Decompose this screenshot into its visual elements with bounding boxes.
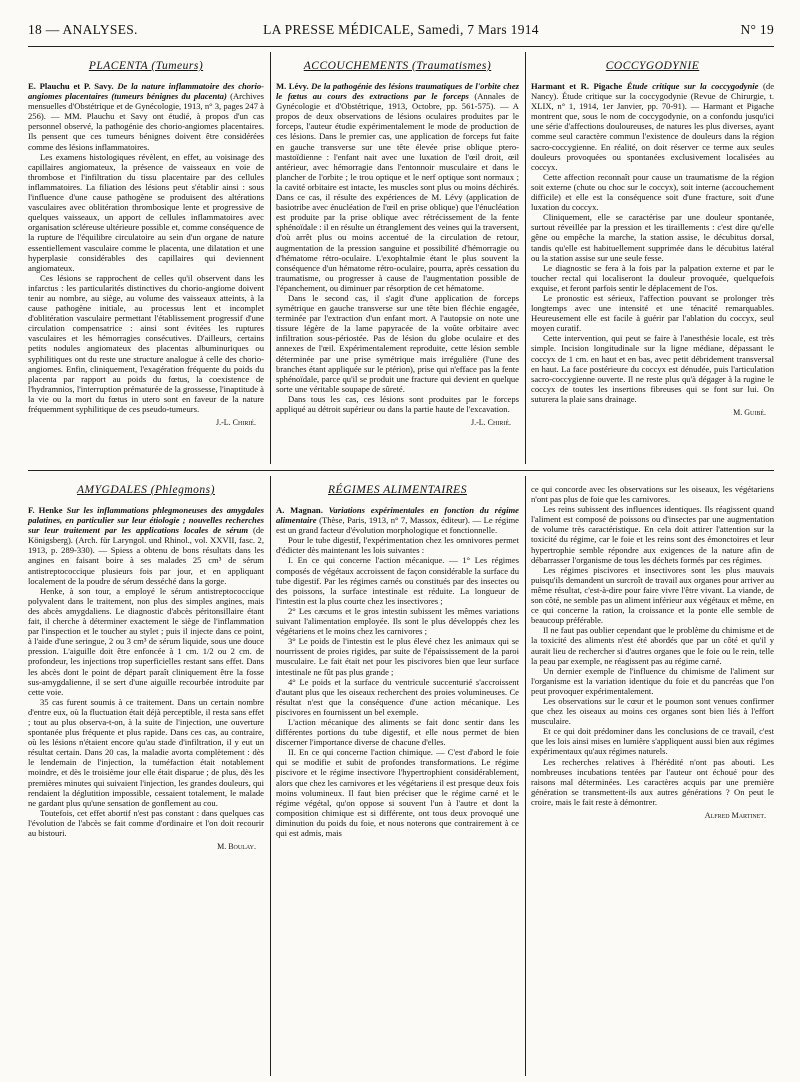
page-header bbox=[28, 22, 774, 38]
lead-paragraph: A. Magnan. Variations expérimentales en fonction du régime alimentaire (Thèse, Paris, 1913, n° 7, Massox, éditeur). — Le régime est un grand facteur d'évolution morphologique et fonctionnelle. bbox=[276, 505, 519, 536]
article-accouchements bbox=[276, 60, 519, 428]
paragraph: L'action mécanique des aliments se fait donc sentir dans les différentes portions du tube digestif, et elle nous permet de bien discerner l'importance diverse de chacune d'elles. bbox=[276, 716, 519, 748]
issue-number: N° 19 bbox=[740, 22, 774, 37]
article-amygdales bbox=[28, 484, 264, 852]
column-divider-4 bbox=[525, 476, 526, 1076]
paragraph: Les reins subissent des influences identiques. Ils réagissent quand l'aliment est composé de poissons ou d'insectes par une augmentation de volume très caractéristique. En cela doit attirer l'attention sur la toxicité du régime, car le foie et les reins sont des émonctoires et leur hypertrophie semble répondre aux exigences de la nature afin de débarrasser l'organisme de tous les déchets formés par ces régimes. bbox=[531, 504, 774, 565]
lead-paragraph: M. Lévy. De la pathogénie des lésions traumatiques de l'orbite chez le fœtus au cours des extractions par le forceps (Annales de Gynécologie et d'Obstétrique, 1913, Octobre, pp. 561-575). — A propos de deux observations de lésions oculaires produites par le forceps, l'auteur étudie expérimentalement le mode de production de ces lésions. Dans le premier cas, une application de forceps fut faite en gauche transverse sur une tête élevée prise oblique ptero-mastoïdienne : l'enfant nait avec une luxation de l'œil droit, œil antérieur, avec hémorragie dans l'entonnoir musculaire et dans le plancher de l'orbite ; le trou optique et le nerf optique sont normaux ; la cavité orbitaire est intacte, les muscles sont plus ou moins déchirés. Dans ce cas, il résulte des expériences de M. Lévy (application de basiotribe avec énucléation de l'œil en prise oblique) que l'énucléation est produite par la prise oblique avec rétrécissement de la fente sphénoïdale : il en résulte un étranglement des veines qui la traversent, d'où arrêt plus ou moins accentué de la circulation de retour, augmentation de la pression sanguine et possibilité d'hémorragie ou d'hématome rétro-oculaire. L'exophtalmie étant le plus souvent la conséquence d'un hématome rétro-oculaire, pourra, après cessation du traumatisme, ou progresser à cause de l'augmentation possible de l'épanchement, ou diminuer par résorption de cet hématome. bbox=[276, 81, 519, 293]
signature: J.-L. Chirié. bbox=[471, 418, 511, 428]
paragraph: Et ce qui doit prédominer dans les conclusions de ce travail, c'est que les lois ainsi mises en lumière s'appliquent aussi bien aux régimes expérimentaux qu'aux régimes naturels. bbox=[531, 726, 774, 757]
paragraph: 2° Les cæcums et le gros intestin subissent les mêmes variations suivant l'alimentation employée. Ils sont le plus développés chez les végétariens et le moins chez les carnivores ; bbox=[276, 605, 519, 637]
article-coccygodynie bbox=[531, 60, 774, 418]
section-title: ACCOUCHEMENTS (Traumatismes) bbox=[303, 60, 492, 72]
signature: J.-L. Chirié. bbox=[216, 418, 256, 428]
paragraph: Henke, à son tour, a employé le sérum antistreptococcique polyvalent dans le traitement, non plus des simples angines, mais des abcès amygdaliens. Le diagnostic d'abcès péritonsillaire étant fait, il cherche à déterminer exactement le siège de l'inflammation par l'inspection et le toucher au stylet ; puis il injecte dans ce point, à l'aide d'une seringue, 2 ou 3 cm³ de sérum liquide, sous une douce pression. L'aiguille doit être enfoncée à 1 cm. 1/2 ou 2 cm. de profondeur, les injections trop superficielles restant sans effet. Dans les abcès dont le point de départ paraît cliniquement être la fosse sus-amygdalienne, il se sert d'une aiguille recourbée introduite par cette voie. bbox=[28, 585, 264, 697]
page-number: 18 — ANALYSES. bbox=[28, 22, 138, 37]
signature: M. Boulay. bbox=[217, 842, 256, 852]
section-title: PLACENTA (Tumeurs) bbox=[88, 60, 204, 72]
paragraph: Les recherches relatives à l'hérédité n'ont pas abouti. Les nombreuses incubations tentées par l'auteur ont échoué pour des raisons mal déterminées. Les caractères acquis par une première génération se transmettent-ils aux autres générations ? On peut le croire, mais le fait reste à démontrer. bbox=[531, 756, 774, 807]
lead-paragraph: Harmant et R. Pigache Étude critique sur la coccygodynie (de Nancy). Étude critique sur la coccygodynie (Revue de Chirurgie, t. XLIX, n° 1, 1914, 1er Janvier, pp. 70-91). — Harmant et Pigache montrent que, sous le nom de coccygodynie, on a confondu jusqu'ici une série d'affections douloureuses, de natures les plus diverses, ayant comme seul caractère commun l'existence de douleurs dans la région sacro-coccygienne. En réalité, on doit réserver ce terme aux seules douleurs provoquées ou spontanées exclusivement localisées au coccyx. bbox=[531, 81, 775, 172]
lead-paragraph: F. Henke Sur les inflammations phlegmoneuses des amygdales palatines, en particulier sur leur étiologie ; nouvelles recherches sur leur traitement par les applications locales de sérum (de Königsberg). (Arch. für Laryngol. und Rhinol., vol. XXVII, fasc. 2, 1913, p. 289-330). — Spiess a obtenu de bons résultats dans les angines en faisant boire à ses malades 25 cm³ de sérum antistreptococcique plusieurs fois par jour, et en appliquant localement de la poudre de sérum desséché dans la gorge. bbox=[28, 505, 264, 586]
section-divider bbox=[28, 470, 774, 471]
paragraph: 3° Le poids de l'intestin est le plus élevé chez les animaux qui se nourrissent de proies rigides, par suite de l'épaississement de la paroi musculaire. Le fait était net pour les piscivores bien que leur surface intestinale ne fût pas plus grande ; bbox=[276, 636, 519, 677]
article-regimes bbox=[276, 484, 519, 838]
paragraph: 4° Le poids et la surface du ventricule succenturié s'accroissent d'autant plus que les oiseaux recherchent des proies volumineuses. Ce résultat n'est que la conséquence d'une action mécanique. Les piscivores en fournissent un bel exemple. bbox=[276, 676, 519, 717]
section-title: RÉGIMES ALIMENTAIRES bbox=[328, 484, 467, 496]
signature: M. Guibé. bbox=[733, 408, 766, 417]
paragraph: Cette intervention, qui peut se faire à l'anesthésie locale, est très simple. Incision longitudinale sur la ligne médiane, dépassant le coccyx de 1 cm. en haut et en bas, avec petit débridement transversal en haut. La face postérieure du coccyx est dénudée, puis l'articulation sacro-coccygienne ouverte. Il ne reste plus qu'à dégager à la rugine le coccyx de toutes les insertions fibreuses qui se font sur lui. On suturera la plaie sans drainage. bbox=[531, 333, 774, 404]
article-placenta bbox=[28, 60, 264, 428]
paragraph: Le diagnostic se fera à la fois par la palpation externe et par le toucher rectal qui localiseront la douleur provoquée, quelquefois exquise, et feront parfois sentir le déplacement de l'os. bbox=[531, 262, 774, 293]
paragraph: Les régimes piscivores et insectivores sont les plus mauvais puisqu'ils demandent un surcroît de travail aux organes pour arriver au même résultat, c'est-à-dire pour faire vivre l'être vivant. La viande, de son côté, ne semble pas un aliment inférieur aux végétaux et même, en ce qui concerne la ration, la croissance et la ponte elle semble de beaucoup préférable. bbox=[531, 564, 774, 626]
paragraph: Il ne faut pas oublier cependant que le problème du chimisme et de la toxicité des aliments n'est été abordés que par un côté et qu'il y aurait lieu de rechercher si d'autres organes que le foie ou le rein, telle la peau par exemple, ne réagissent pas au régime carné. bbox=[531, 625, 774, 666]
paragraph: Les examens histologiques révèlent, en effet, au voisinage des capillaires angiomateux, la présence de vaisseaux en voie de thrombose et l'infiltration du tissu placentaire par des cellules inflammatoires. La filiation des lésions peut s'établir ainsi : sous l'influence d'une cause pathogène se produisent des altérations vasculaires avec oblitération thrombosique lente et progressive de quelques vaisseaux, un apport de cellules inflammatoires avec organisation scléreuse ultérieure possible et, comme conséquence de la rupture de l'équilibre circulatoire au sein d'un organe de nature essentiellement vasculaire comme le placenta, une dilatation et une hyperplasie considérables des capillaires qui deviennent angiomateux. bbox=[28, 151, 264, 273]
lead-paragraph: E. Plauchu et P. Savy. De la nature inflammatoire des chorio-angiomes placentaires (tumeurs bénignes du placenta) (Archives mensuelles d'Obstétrique et de Gynécologie, 1913, n° 3, pages 247 à 256). — MM. Plauchu et Savy ont étudié, à propos d'un cas personnel observé, la pathogénie des chorio-angiomes placentaires. Ils pensent que ces tumeurs bénignes doivent être considérées comme des lésions inflammatoires. bbox=[28, 81, 264, 152]
paragraph: Cette affection reconnaît pour cause un traumatisme de la région soit externe (chute ou choc sur le coccyx), soit interne (accouchement difficile) et elle est la conséquence soit d'une fracture, soit d'une luxation du coccyx. bbox=[531, 171, 774, 213]
section-title: AMYGDALES (Phlegmons) bbox=[77, 484, 215, 496]
paragraph: Ces lésions se rapprochent de celles qu'il observent dans les infarctus : les particularités distinctives du chorio-angiome doivent tenir au nombre, au siège, au volume des vaisseaux atteints, à la cause pathogène initiale, au processus lent et incomplet d'oblitération vasculaire permettant l'établissement progressif d'une circulation compensatrice : ainsi sont évitées les ruptures vasculaires et les hémorragies consécutives. D'ailleurs, certains petits nodules angiomateux des placentas albuminuriques ou syphilitiques ont du reste une structure analogue à celle des chorio-angiomes. Enfin, cliniquement, l'exagération fréquente du poids du placenta par rapport au poids du fœtus, la coexistence de l'hydramnios, l'interruption prématurée de la grossesse, l'inaptitude à la vie ou la mort du fœtus in utero sont en faveur de la nature fréquemment syphilitique de ces pseudo-tumeurs. bbox=[28, 272, 264, 414]
paragraph: ce qui concorde avec les observations sur les oiseaux, les végétariens n'ont pas plus de foie que les carnivores. bbox=[531, 484, 774, 505]
paragraph: Les observations sur le cœur et le poumon sont venues confirmer que chez les oiseaux au moins ces organes sont bien liés à l'effort musculaire. bbox=[531, 695, 774, 727]
paragraph: Toutefois, cet effet abortif n'est pas constant : dans quelques cas l'évolution de l'abcès se fait comme d'ordinaire et l'on doit recourir au bistouri. bbox=[28, 807, 264, 838]
journal-title: LA PRESSE MÉDICALE, Samedi, 7 Mars 1914 bbox=[263, 22, 539, 37]
paragraph: Dans le second cas, il s'agit d'une application de forceps symétrique en gauche transverse sur une tête bien fléchie engagée, terminée par l'extraction d'un enfant mort. A l'autopsie on note une tissure légère de la lame papyracée de la voûte orbitaire avec infiltration sous-périostée. Pas de lésion du globe oculaire et des annexes de l'œil. Expérimentalement reproduite, cette lésion semble déterminée par une prise symétrique mais irrégulière (l'une des branches étant appliquée sur le ptérion), prise qui n'efface pas la fente sphénoïdale, parce qu'il se produit une fracture qui devient en quelque sorte une véritable soupape de sûreté. bbox=[276, 292, 519, 394]
paragraph: Cliniquement, elle se caractérise par une douleur spontanée, surtout réveillée par la pression et les tiraillements : c'est dire qu'elle gêne ou empêche la marche, la station assise, le décubitus dorsal, tandis qu'elle est habituellement supprimée dans le décubitus latéral ou la station assise sur une seule fesse. bbox=[531, 212, 774, 263]
signature: Alfred Martinet. bbox=[704, 811, 766, 820]
paragraph: Pour le tube digestif, l'expérimentation chez les omnivores permet d'édicter dès maintenant les lois suivantes : bbox=[276, 535, 519, 556]
paragraph: 35 cas furent soumis à ce traitement. Dans un certain nombre d'entre eux, où la fluctuation était déjà perceptible, il resta sans effet ; tout au plus observa-t-on, à la suite de l'injection, une ouverture spontanée plus fréquente et plus rapide. Dans ces cas, au contraire, où les lésions n'étaient encore qu'au stade d'infiltration, il y eut un résultat certain. Dans 20 cas, la maladie avorta complètement : dès le lendemain de l'injection, la tuméfaction était notablement moindre, et dès le troisième jour elle était disparue ; de plus, dès les premières minutes qui suivaient l'injection, les grandes douleurs, qui rendaient la déglutition impossible, cessaient totalement, le malade ne gardant plus qu'une sensation de gonflement au cou. bbox=[28, 696, 264, 808]
paragraph: Dans tous les cas, ces lésions sont produites par le forceps appliqué au détroit supérieur ou dans la partie haute de l'excavation. bbox=[276, 393, 519, 414]
section-title: COCCYGODYNIE bbox=[605, 60, 700, 72]
paragraph: I. En ce qui concerne l'action mécanique. — 1° Les régimes composés de végétaux accroissent de façon considérable la surface du tube digestif. Par les régimes carnés ou constitués par des insectes ou des poissons, la surface intestinale est réduite. La longueur de l'intestin est la plus courte chez les insectivores ; bbox=[276, 555, 519, 606]
column-divider-3 bbox=[270, 476, 271, 1076]
paragraph: Le pronostic est sérieux, l'affection pouvant se prolonger très longtemps avec une intensité et une ténacité remarquables. Heureusement elle est facile à guérir par l'ablation du coccyx, seul moyen curatif. bbox=[531, 292, 774, 334]
paragraph: Un dernier exemple de l'influence du chimisme de l'aliment sur l'organisme est la variation identique du foie et du pancréas que l'on peut provoquer expérimentalement. bbox=[531, 665, 774, 696]
header-rule bbox=[28, 46, 774, 47]
paragraph: II. En ce qui concerne l'action chimique. — C'est d'abord le foie qui se modifie et subit de profondes transformations. Le régime piscivore et le régime insectivore l'hypertrophient considérablement, alors que chez les carnivores et les végétariens il est presque deux fois moins volumineux. Il faut bien préciser que le régime carné et le régime végétal, qu'on oppose si souvent l'un à l'autre et dont la composition chimique est si différente, ont tous deux provoqué une diminution du poids du foie, et nous noterons que contrairement à ce qui est admis, mais bbox=[276, 747, 519, 838]
column-divider-1 bbox=[270, 52, 271, 464]
article-regimes-continued bbox=[531, 484, 774, 821]
column-divider-2 bbox=[525, 52, 526, 464]
